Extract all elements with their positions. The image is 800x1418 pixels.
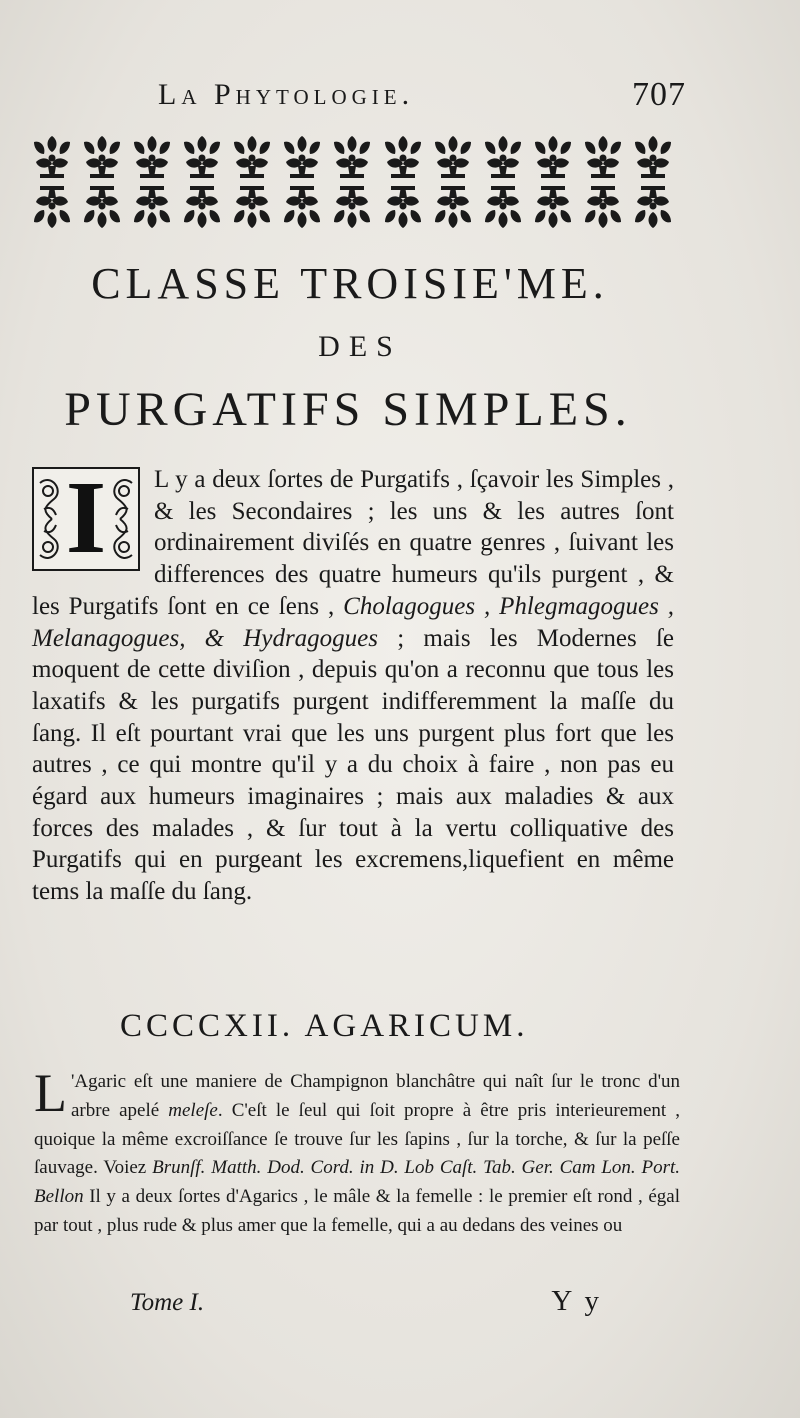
fleuron-icon: [30, 132, 74, 180]
fleuron-icon: [531, 184, 575, 232]
fleuron-icon: [631, 132, 675, 180]
fleuron-icon: [581, 184, 625, 232]
fleuron-icon: [381, 184, 425, 232]
fleuron-icon: [80, 184, 124, 232]
paragraph-references: Brunſf. Matth. Dod. Cord. in D. Lob Caſt. Tab. Ger. Cam Lon. Port. Bellon: [34, 1157, 681, 1208]
fleuron-icon: [431, 184, 475, 232]
fleuron-icon: [180, 184, 224, 232]
fleuron-icon: [130, 132, 174, 180]
fleuron-icon: [330, 184, 374, 232]
signature-mark: Y y: [551, 1285, 602, 1317]
purgatifs-heading: PURGATIFS SIMPLES.: [64, 383, 632, 436]
running-head: [150, 72, 690, 116]
fleuron-icon: [130, 184, 174, 232]
fleuron-icon: [330, 132, 374, 180]
paragraph-text-continued: ; mais les Modernes ſe moquent de cette diviſion , depuis qu'on a reconnu que tous les laxatifs & les purgatifs purgent indifferemment la maſſe du ſang. Il eſt pourtant vrai que les uns purgent plus fort que les autres , ce qui montre qu'il y a du choix à faire , non pas eu égard aux humeurs imaginaires ; mais aux maladies & aux forces des malades , & ſur tout à la vertu colliquative des Purgatifs qui en purgeant les excremens,liquefient en même tems la maſſe du ſang.: [32, 624, 675, 906]
fleuron-icon: [531, 132, 575, 180]
volume-label: Tome I.: [130, 1289, 205, 1316]
fleuron-icon: [180, 132, 224, 180]
dropcap-letter: I: [65, 460, 107, 575]
class-heading: CLASSE TROISIE'ME.: [91, 259, 609, 308]
fleuron-row-bottom: [30, 184, 675, 232]
paragraph-text: L y a deux ſortes de Purgatifs , ſçavoir les Simples , & les Secondaires ; les uns & les autres ſont ordinairement diviſés en quatre genres , ſuivant les differences des quatre humeurs qu'ils purgent , & les Purgatifs ſont en ce ſens ,: [32, 466, 674, 620]
running-title: La Phytologie.: [158, 78, 415, 111]
des-heading: DES: [318, 330, 402, 363]
paragraph-italic-terms: Cholagogues , Phlegmagogues , Melanagogues, & Hydragogues: [32, 592, 674, 652]
fleuron-ornament-band: [30, 132, 675, 232]
ornamental-dropcap: [32, 460, 140, 575]
page-number: 707: [632, 76, 686, 113]
paragraph-text-continued: . C'eſt le ſeul qui ſoit propre à être pris interieurement , quoique la même excroiſſance ſe trouve ſur les ſapins , ſur la torche, & ſur la peſſe ſauvage. Voiez: [34, 1099, 680, 1179]
fleuron-row-top: [30, 132, 675, 180]
fleuron-icon: [30, 184, 74, 232]
paragraph-italic-term: meleſe: [168, 1099, 218, 1121]
fleuron-icon: [230, 132, 274, 180]
initial-letter: L: [34, 1063, 67, 1123]
paragraph-text: 'Agaric eſt une maniere de Champignon blanchâtre qui naît ſur le tronc d'un arbre apelé: [71, 1071, 680, 1121]
section-heading-agaricum: CCCCXII. AGARICUM.: [120, 1008, 529, 1044]
fleuron-icon: [581, 132, 625, 180]
fleuron-icon: [381, 132, 425, 180]
fleuron-icon: [481, 132, 525, 180]
fleuron-icon: [431, 132, 475, 180]
paragraph-purgatifs: [32, 460, 675, 908]
fleuron-icon: [280, 184, 324, 232]
page-footer: [130, 1285, 610, 1325]
fleuron-icon: [631, 184, 675, 232]
fleuron-icon: [80, 132, 124, 180]
paragraph-text-end: Il y a deux ſortes d'Agarics , le mâle & la femelle : le premier eſt rond , égal par tout , plus rude & plus amer que la femelle, qui a au dedans des veines ou: [34, 1186, 680, 1236]
fleuron-icon: [481, 184, 525, 232]
paragraph-agaric: [34, 1063, 681, 1241]
fleuron-icon: [230, 184, 274, 232]
fleuron-icon: [280, 132, 324, 180]
